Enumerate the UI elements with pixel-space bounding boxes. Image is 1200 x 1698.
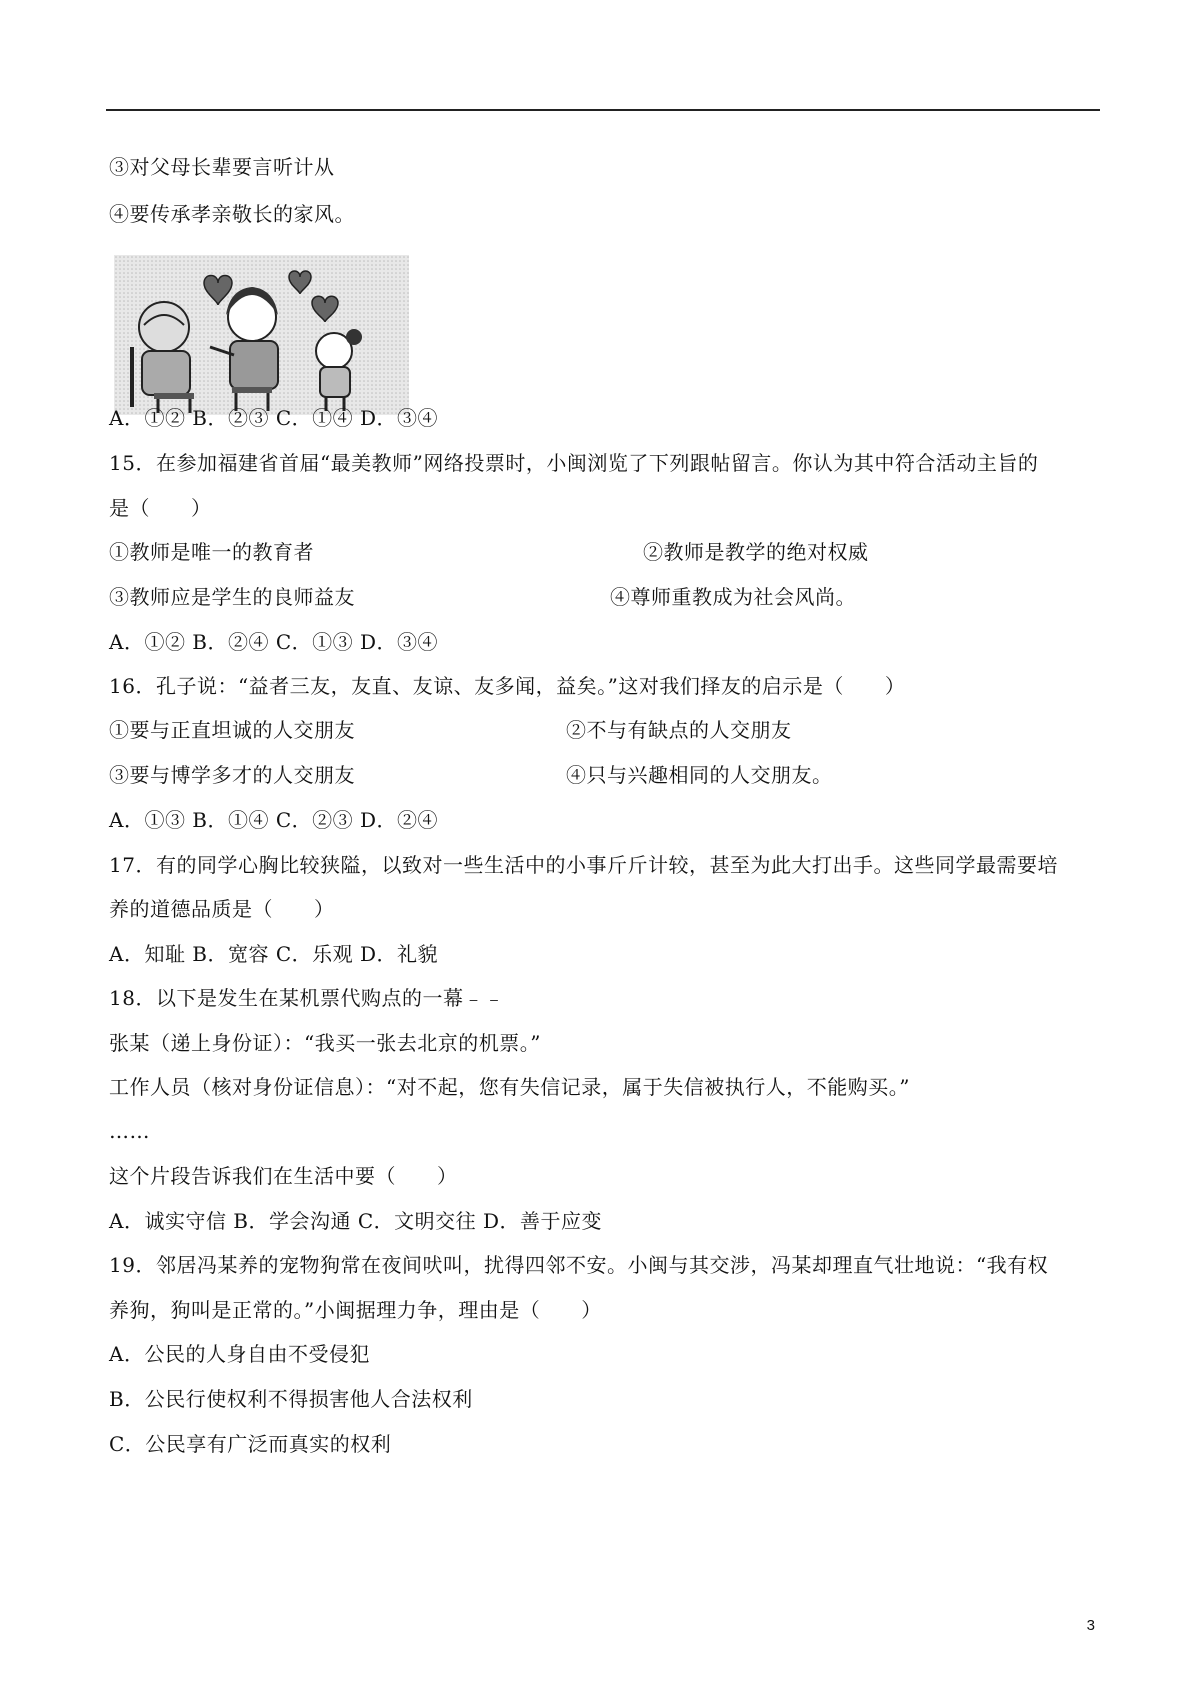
q15-option-3: ③教师应是学生的良师益友: [109, 585, 355, 609]
header-rule: [106, 109, 1100, 111]
q16-option-4: ④只与兴趣相同的人交朋友。: [566, 763, 833, 787]
page-number: 3: [1086, 1617, 1095, 1634]
q17-answer-choices: A．知耻 B．宽容 C．乐观 D．礼貌: [109, 942, 439, 966]
q15-option-1: ①教师是唯一的教育者: [109, 540, 314, 564]
q19-option-a: A．公民的人身自由不受侵犯: [109, 1342, 370, 1366]
q19-option-b: B．公民行使权利不得损害他人合法权利: [109, 1387, 473, 1411]
q17-stem-line1: 17．有的同学心胸比较狭隘，以致对一些生活中的小事斤斤计较，甚至为此大打出手。这些同学最需要培: [109, 853, 1058, 877]
q19-option-c: C．公民享有广泛而真实的权利: [109, 1432, 392, 1456]
q15-option-2: ②教师是教学的绝对权威: [643, 540, 869, 564]
q18-dialogue-line2: 工作人员（核对身份证信息）：“对不起，您有失信记录，属于失信被执行人，不能购买。”: [109, 1075, 910, 1099]
q18-stem: 18．以下是发生在某机票代购点的一幕﹣﹣: [109, 986, 505, 1010]
q15-answer-choices: A．①② B．②④ C．①③ D．③④: [109, 630, 439, 654]
q15-stem-line1: 15．在参加福建省首届“最美教师”网络投票时，小闽浏览了下列跟帖留言。你认为其中符合活动主旨的: [109, 451, 1039, 475]
q16-answer-choices: A．①③ B．①④ C．②③ D．②④: [109, 808, 439, 832]
q18-question: 这个片段告诉我们在生活中要（ ）: [109, 1164, 458, 1188]
q19-stem-line1: 19．邻居冯某养的宠物狗常在夜间吠叫，扰得四邻不安。小闽与其交涉，冯某却理直气壮地说：“我有权: [109, 1253, 1049, 1277]
q15-stem-line2: 是（ ）: [109, 496, 212, 520]
q16-option-1: ①要与正直坦诚的人交朋友: [109, 718, 355, 742]
q19-stem-line2: 养狗，狗叫是正常的。”小闽据理力争，理由是（ ）: [109, 1298, 602, 1322]
q16-stem: 16．孔子说：“益者三友，友直、友谅、友多闻，益矣。”这对我们择友的启示是（ ）: [109, 674, 906, 698]
q15-option-4: ④尊师重教成为社会风尚。: [610, 585, 856, 609]
q16-option-3: ③要与博学多才的人交朋友: [109, 763, 355, 787]
q18-ellipsis: ……: [109, 1119, 150, 1143]
q14-option-3: ③对父母长辈要言听计从: [109, 155, 335, 179]
family-illustration: [114, 255, 409, 415]
q16-option-2: ②不与有缺点的人交朋友: [566, 718, 792, 742]
q14-answer-choices: A．①② B．②③ C．①④ D．③④: [109, 406, 439, 430]
q18-answer-choices: A．诚实守信 B．学会沟通 C．文明交往 D．善于应变: [109, 1209, 603, 1233]
q17-stem-line2: 养的道德品质是（ ）: [109, 897, 335, 921]
q18-dialogue-line1: 张某（递上身份证）：“我买一张去北京的机票。”: [109, 1031, 541, 1055]
q14-option-4: ④要传承孝亲敬长的家风。: [109, 202, 355, 226]
